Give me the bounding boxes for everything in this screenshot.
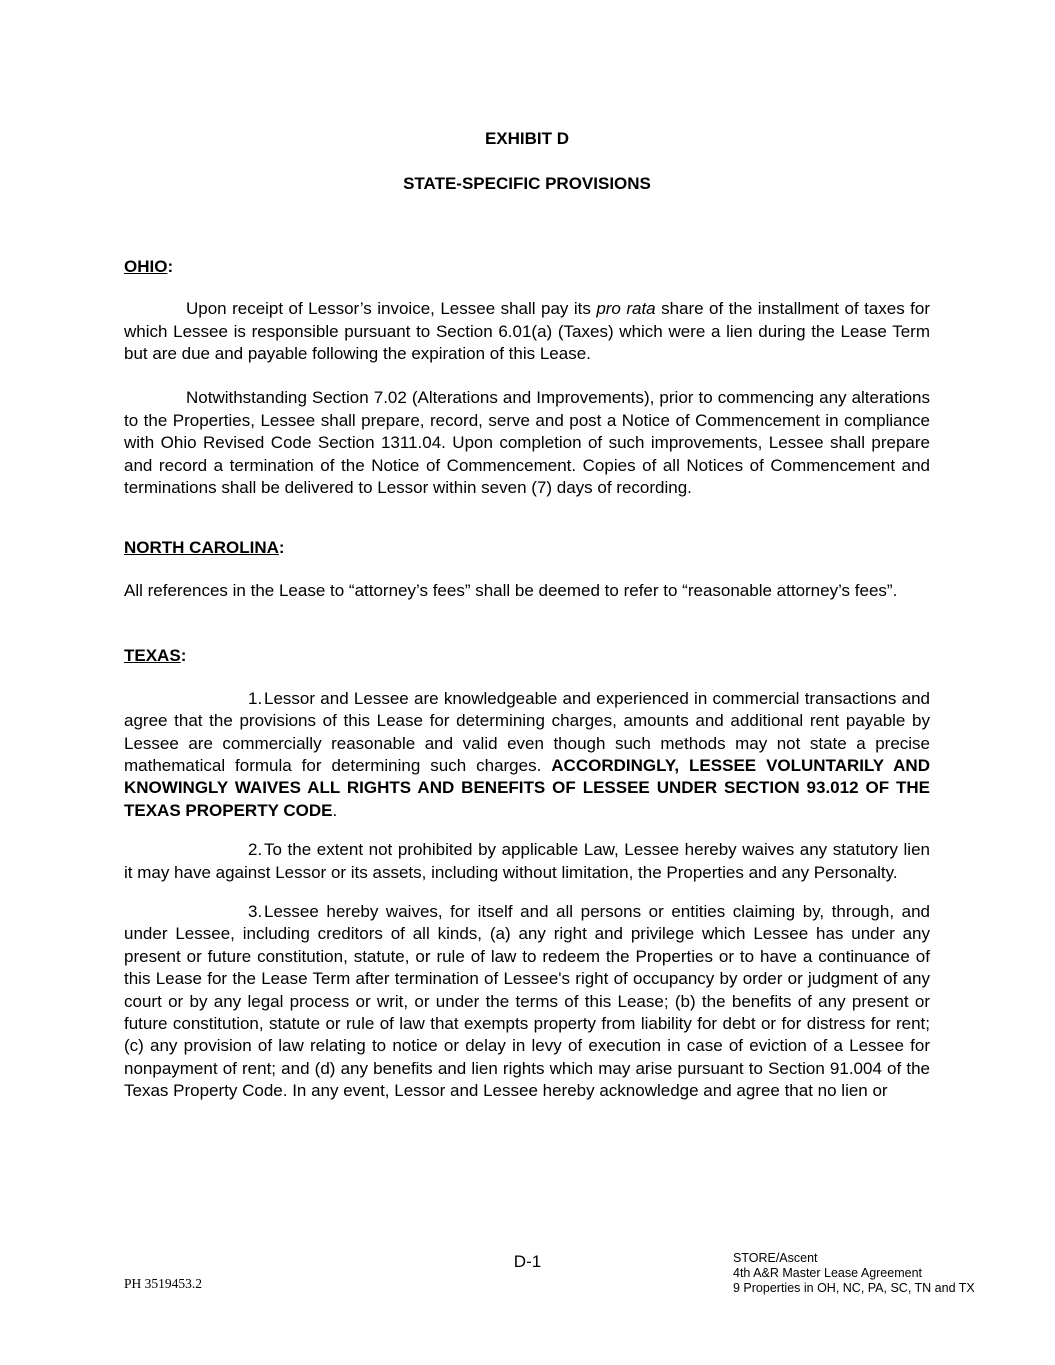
ohio-paragraph-1 bbox=[124, 298, 930, 365]
texas-item-2-body: To the extent not prohibited by applicable Law, Lessee hereby waives any statutory lien it may have against Lessor or its assets, including without limitation, the Properties and any Personalty. bbox=[124, 840, 930, 882]
footer-page-number: D-1 bbox=[513, 1252, 542, 1271]
ohio-paragraph-2: Notwithstanding Section 7.02 (Alterations and Improvements), prior to commencing any alterations to the Properties, Lessee shall prepare, record, serve and post a Notice of Commencement in compliance with Ohio Revised Code Section 1311.04. Upon completion of such improvements, Lessee shall prepare and record a termination of the Notice of Commencement. Copies of all Notices of Commencement and terminations shall be delivered to Lessor within seven (7) days of recording. bbox=[124, 388, 930, 498]
texas-item-2 bbox=[124, 839, 930, 884]
texas-item-1-body: Lessor and Lessee are knowledgeable and experienced in commercial transactions and agree that the provisions of this Lease for determining charges, amounts and additional rent payable by Lessee are commercially reasonable and valid even though such methods may not state a precise mathematical formula for determining such charges. bbox=[124, 688, 930, 775]
section-heading-ohio bbox=[124, 256, 930, 278]
document-subtitle: STATE-SPECIFIC PROVISIONS bbox=[403, 174, 651, 194]
texas-item-1-period: . bbox=[332, 800, 338, 820]
footer-document-number: PH 3519453.2 bbox=[124, 1276, 203, 1291]
footer-right-line-1: STORE/Ascent bbox=[733, 1251, 818, 1265]
north-carolina-paragraph-1: All references in the Lease to “attorney’s fees” shall be deemed to refer to “reasonable attorney’s fees”. bbox=[124, 580, 898, 600]
ohio-paragraph-1-post: share of the installment of taxes for which Lessee is responsible pursuant to Section 6.01(a) (Taxes) which were a lien during the Lease Term but are due and payable following the expiration of this Lease. bbox=[124, 299, 930, 364]
texas-item-3-body: Lessee hereby waives, for itself and all persons or entities claiming by, through, and under Lessee, including creditors of all kinds, (a) any right and privilege which Lessee has under any present or future constitution, statute, or rule of law to redeem the Properties or to have a continuance of this Lease for the Lease Term after termination of Lessee's right of occupancy by order or judgment of any court or by any legal process or writ, or under the terms of this Lease; (b) the benefits of any present or future constitution, statute or rule of law that exempts property from liability for debt or for distress for rent; (c) any provision of law relating to notice or delay in levy of execution in case of eviction of a Lessee for nonpayment of rent; and (d) any benefits and lien rights which may arise pursuant to Section 91.004 of the Texas Property Code. In any event, Lessor and Lessee hereby acknowledge and agree that no lien or bbox=[124, 901, 930, 1101]
north-carolina-heading-text: NORTH CAROLINA bbox=[124, 538, 279, 558]
north-carolina-heading-colon: : bbox=[278, 538, 285, 558]
ohio-paragraph-1-italic: pro rata bbox=[596, 299, 656, 319]
ohio-heading-text: OHIO bbox=[124, 256, 168, 276]
ohio-heading-colon: : bbox=[167, 256, 174, 276]
texas-item-1-number: 1. bbox=[248, 688, 263, 708]
texas-item-3 bbox=[124, 901, 930, 1103]
exhibit-title: EXHIBIT D bbox=[484, 129, 570, 148]
texas-heading-text: TEXAS bbox=[124, 646, 181, 666]
texas-item-1-bold-waiver: ACCORDINGLY, LESSEE VOLUNTARILY AND KNOWINGLY WAIVES ALL RIGHTS AND BENEFITS OF LESSEE UNDER SECTION 93.012 OF THE TEXAS PROPERTY CODE bbox=[124, 755, 930, 820]
section-heading-north-carolina bbox=[124, 537, 930, 559]
footer-case-caption bbox=[733, 1251, 975, 1297]
section-heading-texas bbox=[124, 645, 930, 667]
texas-item-2-number: 2. bbox=[248, 840, 263, 860]
texas-heading-colon: : bbox=[180, 646, 187, 666]
footer-right-line-2: 4th A&R Master Lease Agreement bbox=[733, 1266, 922, 1281]
footer-right-line-3: 9 Properties in OH, NC, PA, SC, TN and TX bbox=[733, 1281, 975, 1296]
ohio-paragraph-1-pre: Upon receipt of Lessor’s invoice, Lessee shall pay its bbox=[186, 299, 597, 319]
texas-item-1 bbox=[124, 688, 930, 822]
texas-item-3-number: 3. bbox=[248, 901, 263, 921]
